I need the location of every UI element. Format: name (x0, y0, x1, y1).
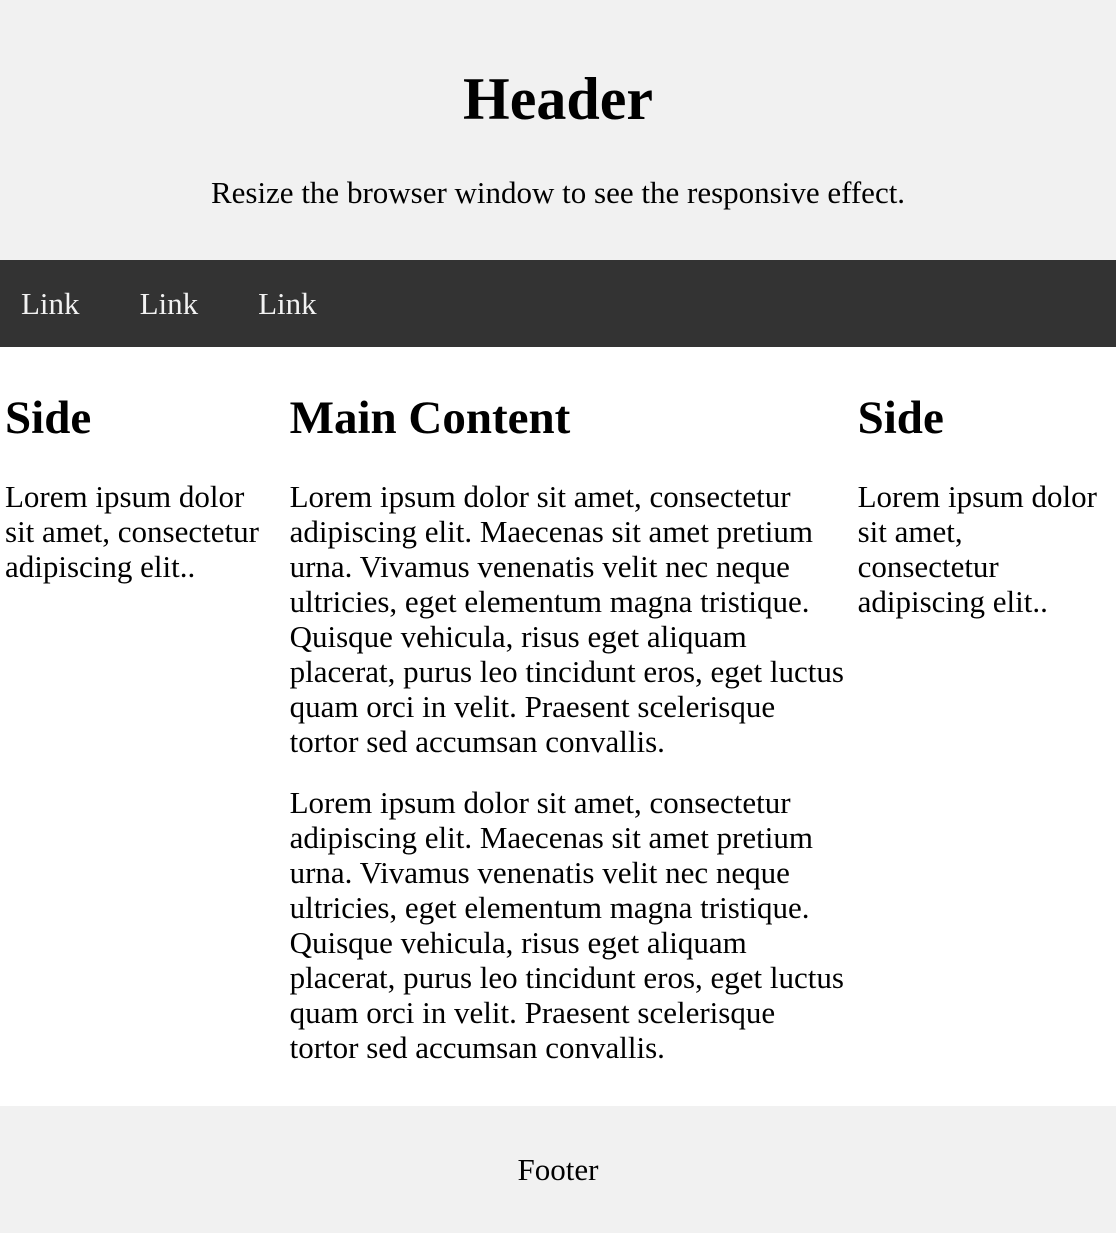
page-title: Header (463, 66, 653, 132)
main-content-paragraph-1: Lorem ipsum dolor sit amet, consectetur adipiscing elit. Maecenas sit amet pretium urna. Vivamus venenatis velit nec neque ultricies, eget elementum magna tristique. Quisque vehicula, risus eget aliquam placerat, purus leo tincidunt eros, eget luctus quam orci in velit. Praesent scelerisque tortor sed accumsan convallis. (289, 479, 844, 759)
nav-link-3[interactable]: Link (258, 286, 317, 321)
content-row (0, 347, 1116, 1106)
nav-link-1[interactable]: Link (21, 286, 80, 321)
right-sidebar-paragraph: Lorem ipsum dolor sit amet, consectetur adipiscing elit.. (857, 479, 1097, 619)
header (0, 0, 1116, 260)
nav-link-2[interactable]: Link (139, 286, 199, 321)
header-subtitle: Resize the browser window to see the responsive effect. (210, 175, 906, 210)
main-content-heading: Main Content (289, 392, 571, 444)
right-sidebar (853, 347, 1116, 1106)
footer-text: Footer (517, 1152, 599, 1187)
main-content-paragraph-2: Lorem ipsum dolor sit amet, consectetur adipiscing elit. Maecenas sit amet pretium urna. Vivamus venenatis velit nec neque ultricies, eget elementum magna tristique. Quisque vehicula, risus eget aliquam placerat, purus leo tincidunt eros, eget luctus quam orci in velit. Praesent scelerisque tortor sed accumsan convallis. (289, 785, 844, 1065)
left-sidebar-paragraph: Lorem ipsum dolor sit amet, consectetur adipiscing elit.. (5, 479, 259, 584)
main-content (285, 347, 853, 1106)
left-sidebar (0, 347, 285, 1106)
right-sidebar-heading: Side (857, 392, 944, 444)
top-nav (0, 260, 1116, 347)
footer (0, 1106, 1116, 1233)
left-sidebar-heading: Side (5, 392, 92, 444)
